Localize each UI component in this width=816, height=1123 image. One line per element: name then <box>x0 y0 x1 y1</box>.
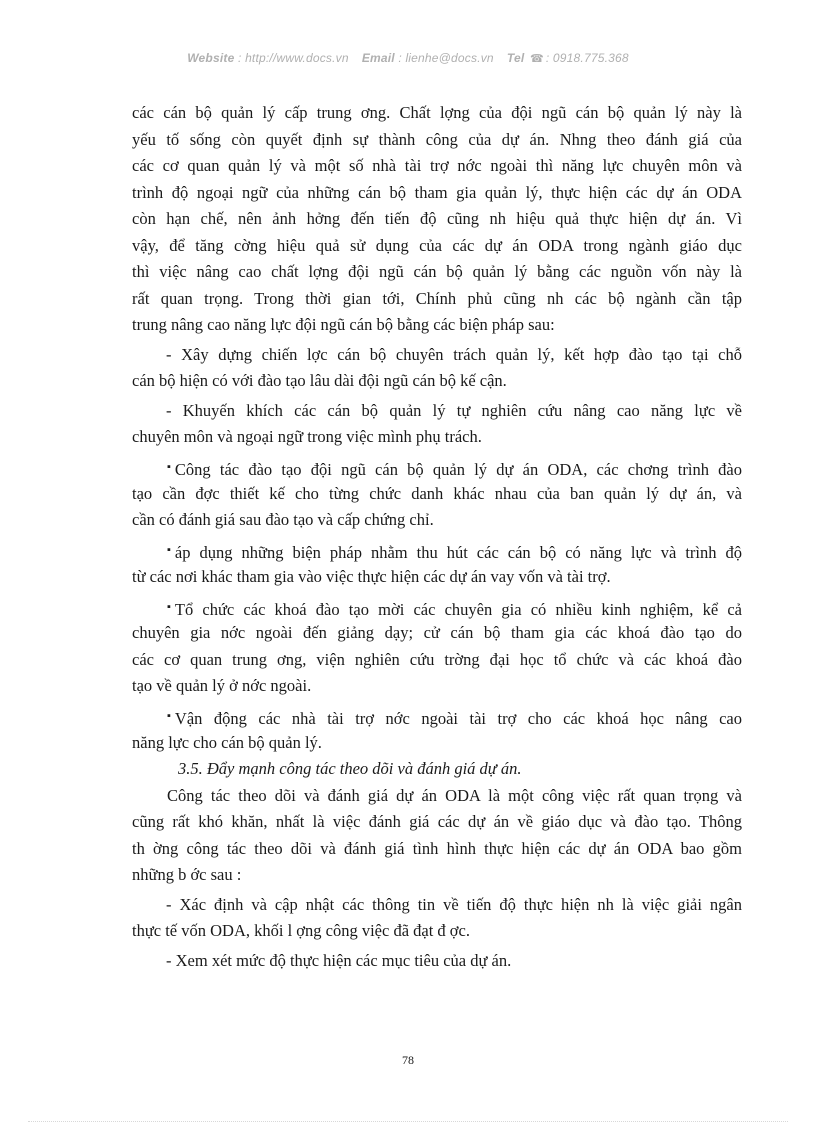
list-item-encourage <box>132 398 742 451</box>
email-label: Email <box>361 51 395 65</box>
paragraph-odа-staff-quality <box>132 100 742 339</box>
email-separator: : <box>394 51 406 65</box>
text-line: - Xem xét mức độ thực hiện các mục tiêu của dự án. <box>166 950 512 970</box>
text-line: các cơ quan trung ơng, viện nghiên cứu trờng đại học tổ chức và các khoá đào <box>132 649 742 669</box>
footer-divider <box>28 1121 788 1122</box>
text-span: Tổ chức các khoá đào tạo mời các chuyên gia có nhiều kinh nghiệm, kể cả <box>174 599 742 619</box>
text-line <box>132 537 742 564</box>
text-line: thì việc nâng cao chất lợng đội ngũ cán bộ quản lý bằng các nguồn vốn này là <box>132 262 742 281</box>
page-number: 78 <box>402 1053 414 1067</box>
bullet-icon: ▪ <box>167 544 171 556</box>
text-line: chuyên gia nớc ngoài đến giảng dạy; cử cán bộ tham gia các khoá đào tạo do <box>132 623 742 642</box>
text-line <box>132 703 742 730</box>
text-line: vậy, để tăng cờng hiệu quả sử dụng của các dự án ODA trong ngành giáo dục <box>132 235 742 255</box>
bullet-icon: ▪ <box>167 600 171 613</box>
text-line: rất quan trọng. Trong thời gian tới, Chính phủ cũng nh các bộ ngành cần tập <box>132 288 742 308</box>
text-line: trình độ ngoại ngữ của những cán bộ tham gia quản lý, thực hiện các dự án ODA <box>132 182 742 202</box>
paragraph-monitoring <box>132 783 742 889</box>
email-link[interactable]: lienhe@docs.vn <box>405 51 494 65</box>
list-item-donors <box>132 703 742 756</box>
list-item-attract <box>132 537 742 590</box>
list-item-courses <box>132 594 742 700</box>
text-line: tạo cần đợc thiết kế cho từng chức danh khác nhau của ban quản lý dự án, và <box>132 483 742 503</box>
text-line: cần có đánh giá sau đào tạo và cấp chứng chỉ. <box>132 510 434 529</box>
text-line: - Xác định và cập nhật các thông tin về tiến độ thực hiện nh là việc giải ngân <box>166 894 742 914</box>
list-item-update-info <box>132 892 742 945</box>
text-line: Công tác theo dõi và đánh giá dự án ODA là một công việc rất quan trọng và <box>167 785 742 805</box>
phone-icon: ☎ <box>529 53 544 65</box>
website-separator: : <box>234 51 246 65</box>
text-line: yếu tố sống còn quyết định sự thành công của dự án. Nhng theo đánh giá của <box>132 129 742 149</box>
list-item-review-goals <box>132 948 742 975</box>
text-line: chuyên môn và ngoại ngữ trong việc mình phụ trách. <box>132 427 482 446</box>
text-line: còn hạn chế, nên ảnh hởng đến tiến độ cũng nh hiệu quả thực hiện dự án. Vì <box>132 209 742 228</box>
page-header <box>0 51 816 65</box>
text-line: từ các nơi khác tham gia vào việc thực hiện các dự án vay vốn và tài trợ. <box>132 566 611 586</box>
list-item-strategy <box>132 342 742 395</box>
tel-label: Tel <box>506 51 525 65</box>
text-line: trung nâng cao năng lực đội ngũ cán bộ bằng các biện pháp sau: <box>132 315 555 334</box>
text-span: Công tác đào tạo đội ngũ cán bộ quản lý dự án ODA, các chơng trình đào <box>174 460 742 479</box>
text-line: - Khuyến khích các cán bộ quản lý tự nghiên cứu nâng cao năng lực về <box>166 400 742 420</box>
text-span: Vận động các nhà tài trợ nớc ngoài tài trợ cho các khoá học nâng cao <box>174 709 742 728</box>
text-line: cán bộ hiện có với đào tạo lâu dài đội ngũ cán bộ kế cận. <box>132 371 507 390</box>
text-line: những b ớc sau : <box>132 865 242 884</box>
text-line: th ờng công tác theo dõi và đánh giá tình hình thực hiện các dự án ODA bao gồm <box>132 838 742 858</box>
text-line: cũng rất khó khăn, nhất là việc đánh giá các dự án về giáo dục và đào tạo. Thông <box>132 812 742 831</box>
bullet-icon: ▪ <box>167 461 171 473</box>
bullet-icon: ▪ <box>167 710 171 722</box>
text-line: các cơ quan quản lý và một số nhà tài trợ nớc ngoài thì năng lực chuyên môn và <box>132 156 742 175</box>
text-line: - Xây dựng chiến lợc cán bộ chuyên trách quản lý, kết hợp đào tạo tại chỗ <box>166 344 742 364</box>
text-line <box>132 594 742 621</box>
website-link[interactable]: http://www.docs.vn <box>245 51 349 65</box>
text-line: năng lực cho cán bộ quản lý. <box>132 732 322 752</box>
website-label: Website <box>187 51 235 65</box>
section-heading: 3.5. Đẩy mạnh công tác theo dõi và đánh giá dự án. <box>178 759 522 778</box>
text-line <box>132 454 742 481</box>
text-line: thực tế vốn ODA, khối l ợng công việc đã đạt đ ợc. <box>132 921 470 940</box>
text-span: áp dụng những biện pháp nhằm thu hút các cán bộ có năng lực và trình độ <box>174 543 742 562</box>
list-item-training <box>132 454 742 534</box>
text-line: các cán bộ quản lý cấp trung ơng. Chất lợng của đội ngũ cán bộ quản lý này là <box>132 103 742 122</box>
tel-number: : 0918.775.368 <box>545 51 629 65</box>
document-body <box>132 100 742 974</box>
text-line: tạo về quản lý ở nớc ngoài. <box>132 676 312 695</box>
